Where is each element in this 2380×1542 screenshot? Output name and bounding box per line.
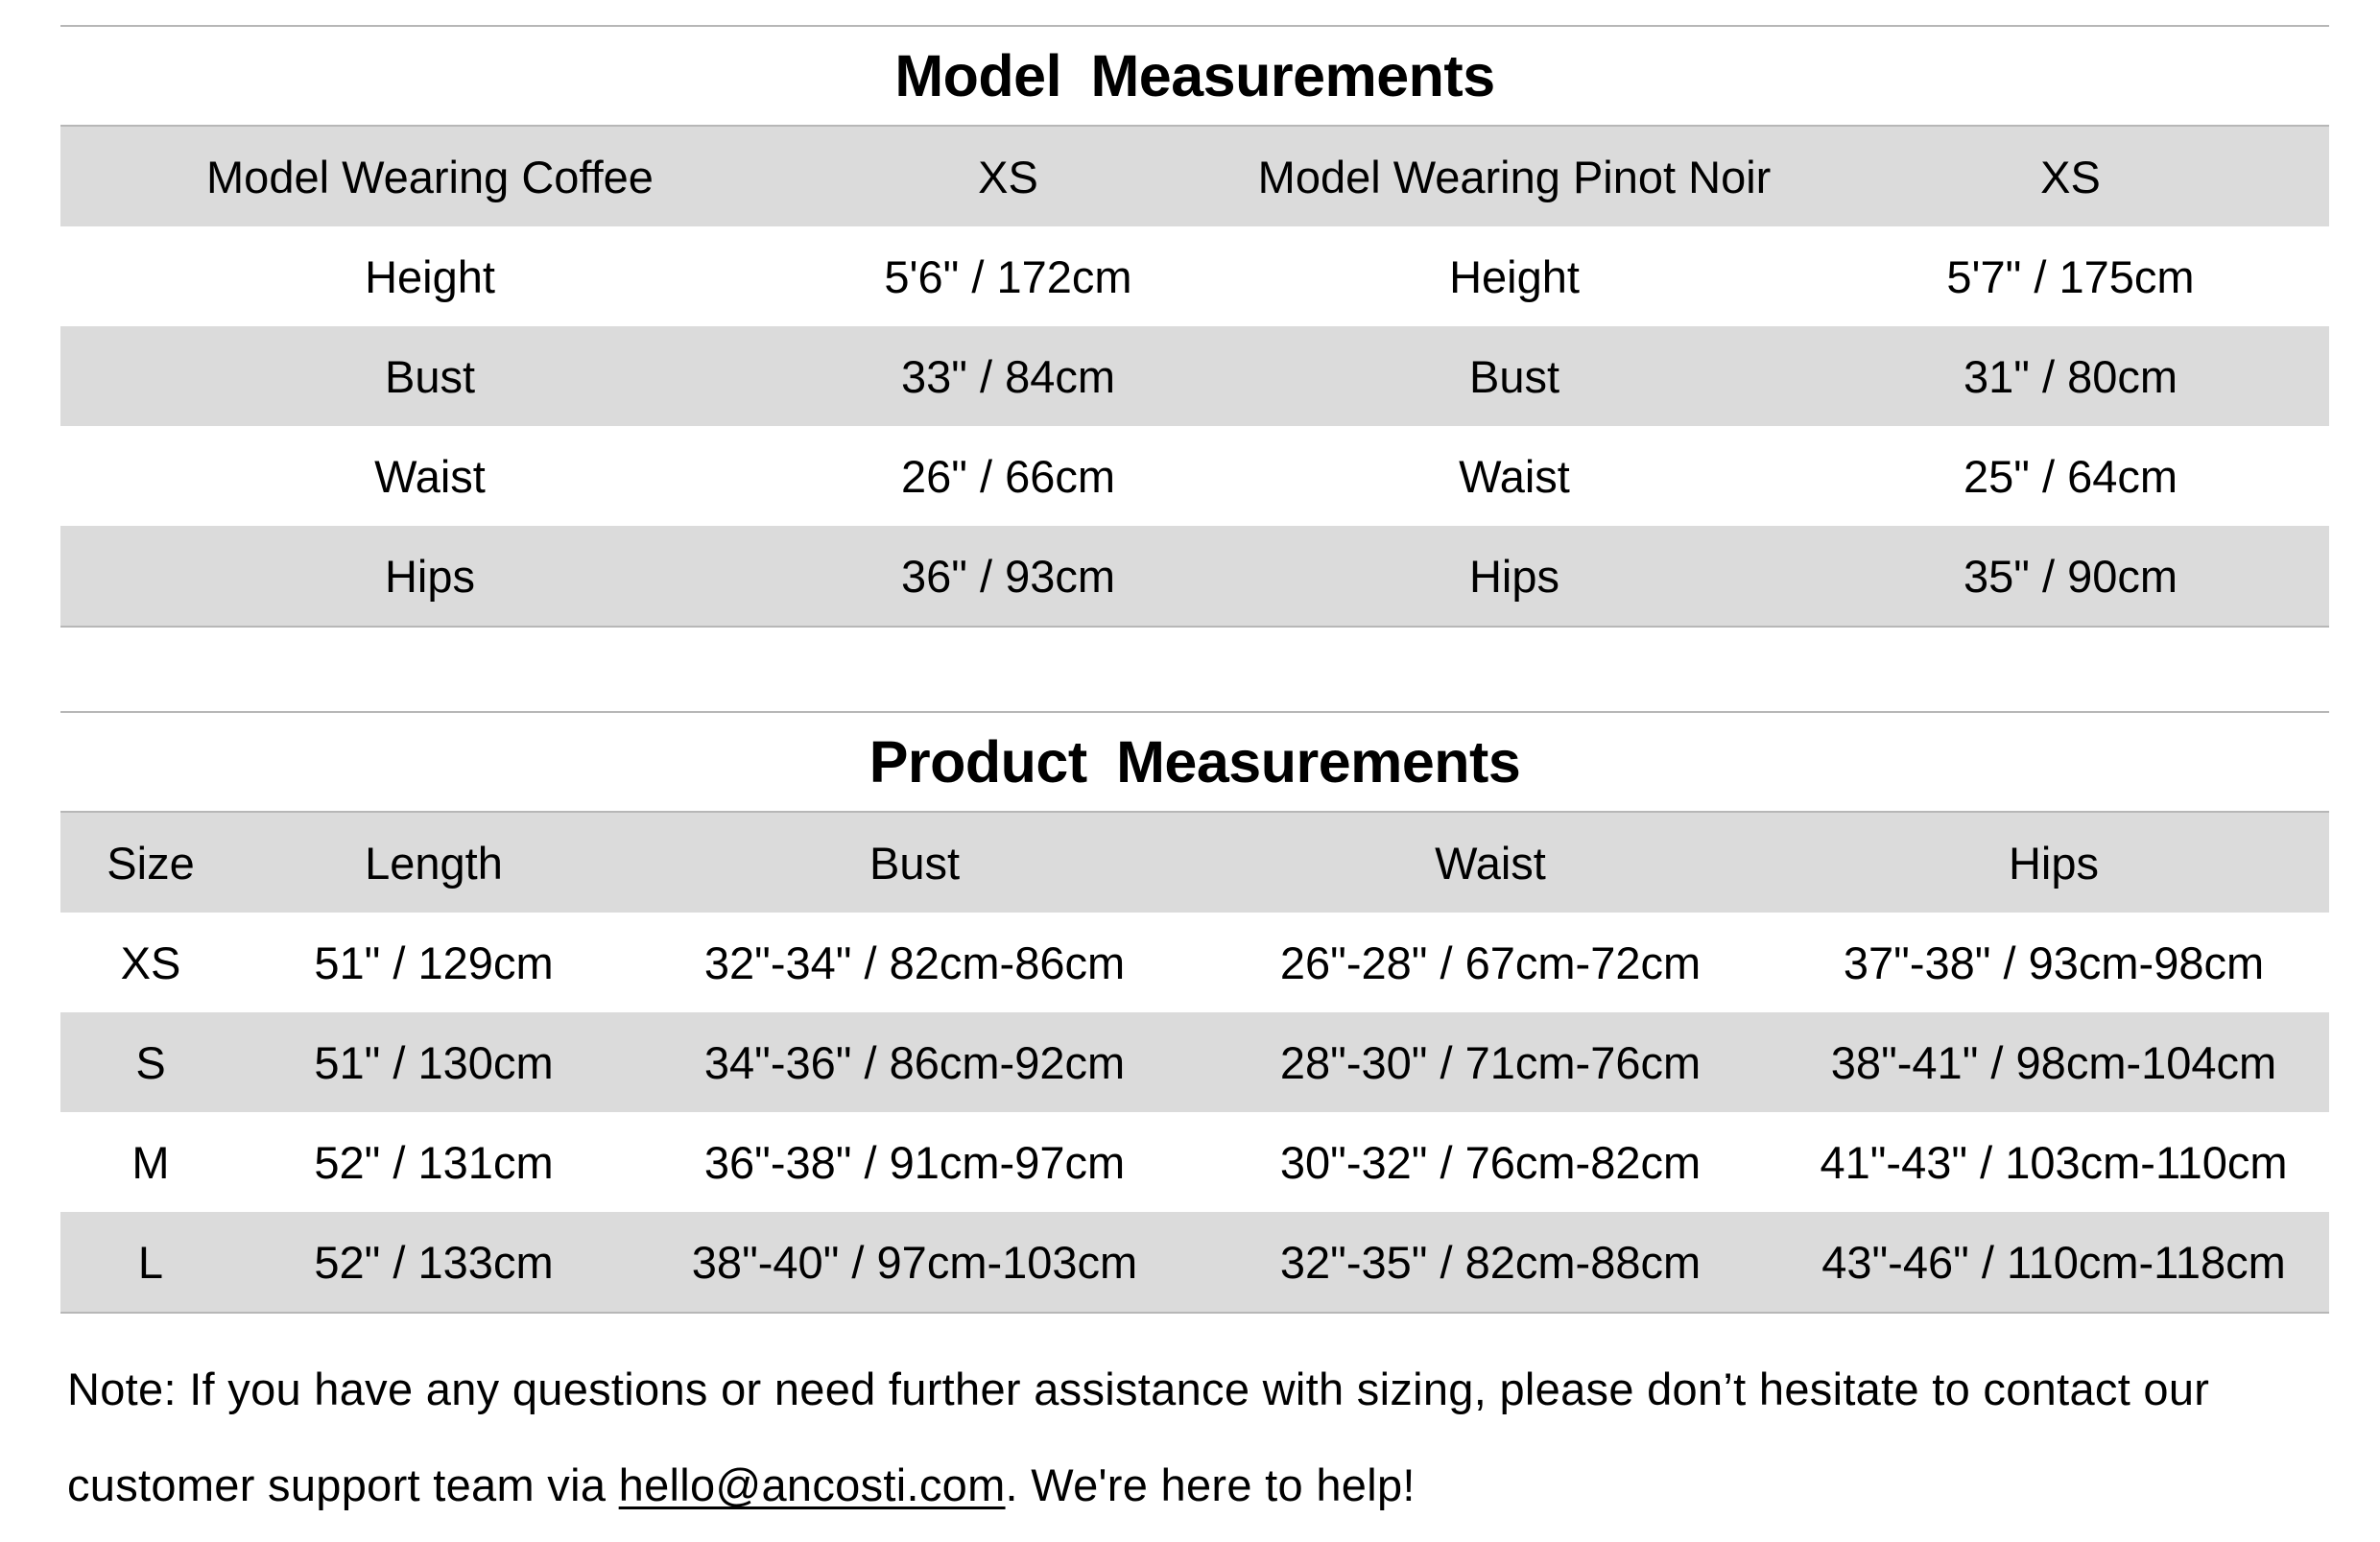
note-prefix-text: Note: If you have any questions or need further assistance with sizing, please don’t hesitate to contact our customer support team via — [67, 1364, 2210, 1510]
measurement-value: 25" / 64cm — [1963, 450, 2178, 502]
length-value: 52" / 131cm — [314, 1136, 554, 1188]
support-note — [67, 1341, 2342, 1533]
length-value: 51" / 130cm — [241, 1012, 627, 1112]
product-measurements-section — [60, 711, 2329, 1314]
measurement-label: Bust — [60, 326, 799, 426]
length-value: 52" / 133cm — [241, 1212, 627, 1313]
model-measurements-section — [60, 25, 2329, 628]
model-measurements-title: Model Measurements — [60, 27, 2329, 127]
product-measurements-title: Product Measurements — [60, 713, 2329, 813]
table-row — [60, 226, 2329, 326]
measurement-value: 36" / 93cm — [799, 526, 1217, 627]
measurement-value: 31" / 80cm — [1812, 326, 2329, 426]
header-cell: Waist — [1202, 813, 1778, 913]
table-row — [60, 426, 2329, 526]
hips-value: 38"-41" / 98cm-104cm — [1778, 1012, 2329, 1112]
measurement-label: Hips — [60, 526, 799, 627]
waist-value: 32"-35" / 82cm-88cm — [1202, 1212, 1778, 1313]
table-row — [60, 326, 2329, 426]
waist-value: 26"-28" / 67cm-72cm — [1279, 937, 1702, 988]
measurement-value: 35" / 90cm — [1812, 526, 2329, 627]
table-row — [60, 913, 2329, 1012]
measurement-label: Bust — [1217, 326, 1812, 426]
header-cell: Model Wearing Coffee — [60, 127, 799, 226]
header-cell: Bust — [627, 813, 1202, 913]
header-cell: Size — [60, 813, 241, 913]
waist-value: 30"-32" / 76cm-82cm — [1279, 1136, 1702, 1188]
measurement-label: Hips — [1217, 526, 1812, 627]
hips-value: 41"-43" / 103cm-110cm — [1820, 1136, 2288, 1188]
support-email-link[interactable]: hello@ancosti.com — [618, 1459, 1006, 1510]
length-value: 51" / 129cm — [314, 937, 554, 988]
hips-value: 43"-46" / 110cm-118cm — [1778, 1212, 2329, 1313]
header-cell: XS — [799, 127, 1217, 226]
table-row — [60, 1212, 2329, 1313]
bust-value: 32"-34" / 82cm-86cm — [703, 937, 1126, 988]
bust-value: 34"-36" / 86cm-92cm — [627, 1012, 1202, 1112]
table-row — [60, 1012, 2329, 1112]
header-cell: Length — [241, 813, 627, 913]
table-row — [60, 1112, 2329, 1212]
model-measurements-table — [60, 127, 2329, 628]
measurement-value: 5'6" / 172cm — [884, 250, 1132, 302]
size-label: M — [131, 1136, 170, 1188]
measurement-label: Waist — [1459, 450, 1570, 502]
measurement-value: 5'7" / 175cm — [1946, 250, 2195, 302]
header-cell: Hips — [1778, 813, 2329, 913]
bust-value: 38"-40" / 97cm-103cm — [627, 1212, 1202, 1313]
header-cell: XS — [1812, 127, 2329, 226]
size-label: XS — [120, 937, 181, 988]
size-label: L — [60, 1212, 241, 1313]
measurement-label: Waist — [374, 450, 486, 502]
measurement-value: 33" / 84cm — [799, 326, 1217, 426]
measurement-label: Height — [365, 250, 495, 302]
hips-value: 37"-38" / 93cm-98cm — [1843, 937, 2265, 988]
note-suffix-text: . We're here to help! — [1005, 1459, 1416, 1510]
table-row — [60, 526, 2329, 627]
header-cell: Model Wearing Pinot Noir — [1217, 127, 1812, 226]
size-label: S — [60, 1012, 241, 1112]
measurement-value: 26" / 66cm — [900, 450, 1116, 502]
table-header-row — [60, 127, 2329, 226]
table-header-row — [60, 813, 2329, 913]
measurement-label: Height — [1449, 250, 1580, 302]
bust-value: 36"-38" / 91cm-97cm — [703, 1136, 1126, 1188]
product-measurements-table — [60, 813, 2329, 1314]
waist-value: 28"-30" / 71cm-76cm — [1202, 1012, 1778, 1112]
